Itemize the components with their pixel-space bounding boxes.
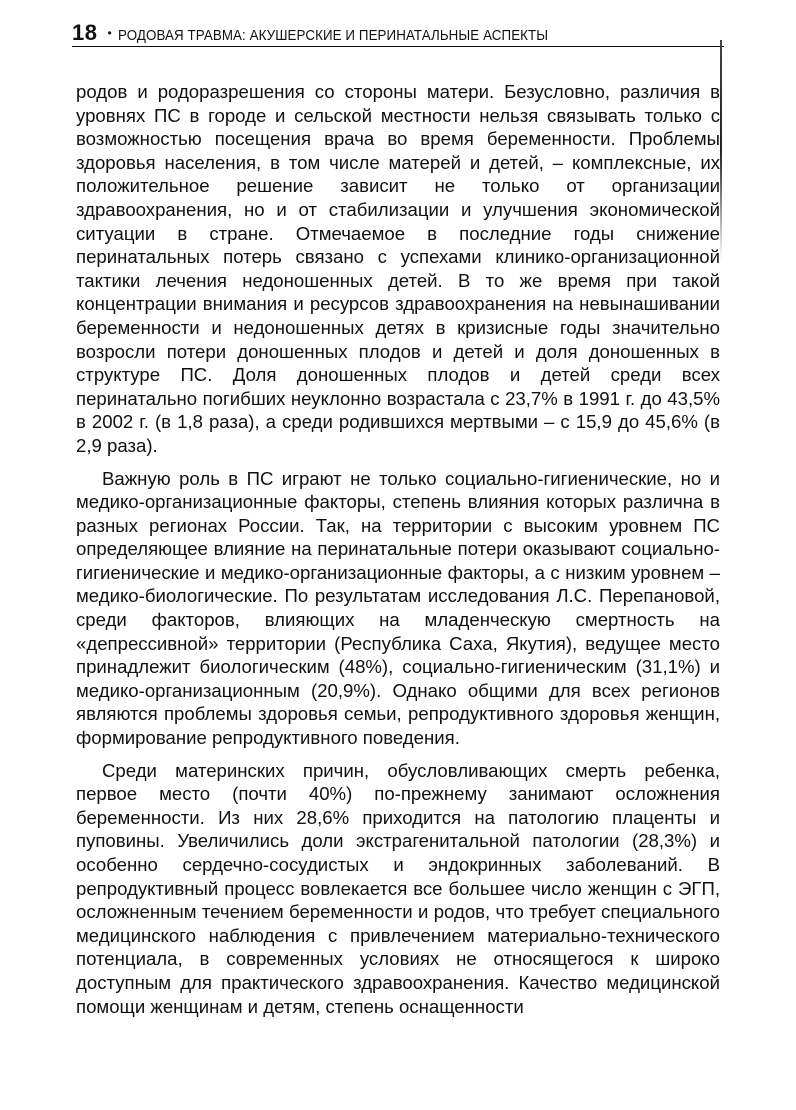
- paragraph-3: Среди материнских причин, обусловливающих смерть ребенка, первое место (почти 40%) по-прежнему занимают осложнения беременности. Из них 28,6% приходится на патологию плаценты и пуповины. Увеличились доли экстрагенитальной патологии (28,3%) и особенно сердечно-сосудистых и эндокринных заболеваний. В репродуктивный процесс вовлекается все большее число женщин с ЭГП, осложненным течением беременности и родов, что требует специального медицинского наблюдения с привлечением материально-технического потенциала, в современных условиях не относящегося к широко доступным для практического здравоохранения. Качество медицинской помощи женщинам и детям, степень оснащенности: [76, 759, 720, 1017]
- running-title: РОДОВАЯ ТРАВМА: АКУШЕРСКИЕ И ПЕРИНАТАЛЬНЫЕ АСПЕКТЫ: [117, 28, 548, 44]
- bullet-separator: •: [107, 26, 112, 40]
- paragraph-1: родов и родоразрешения со стороны матери. Безусловно, различия в уровнях ПС в городе и сельской местности нельзя связывать только с возможностью посещения врача во время беременности. Проблемы здоровья населения, в том числе матерей и детей, – комплексные, их положительное решение зависит не только от организации здравоохранения, но и от стабилизации и улучшения экономической ситуации в стране. Отмечаемое в последние годы снижение перинатальных потерь связано с успехами клинико-организационной тактики лечения недоношенных детей. В то же время при такой концентрации внимания и ресурсов здравоохранения на невынашивании беременности и недоношенных детях в кризисные годы значительно возросли потери доношенных плодов и детей и доля доношенных в структуре ПС. Доля доношенных плодов и детей среди всех перинатально погибших неуклонно возрастала с 23,7% в 1991 г. до 43,5% в 2002 г. (в 1,8 раза), а среди родившихся мертвыми – с 15,9 до 45,6% (в 2,9 раза).: [76, 81, 720, 456]
- page-number: 18: [72, 20, 98, 45]
- running-header: [72, 20, 724, 47]
- body-text: [76, 80, 720, 1018]
- page-edge-line: [720, 40, 722, 260]
- paragraph-2: Важную роль в ПС играют не только социально-гигиенические, но и медико-организационные факторы, степень влияния которых различна в разных регионах России. Так, на территории с высоким уровнем ПС определяющее влияние на перинатальные потери оказывают социально-гигиенические и медико-организационные факторы, а с низким уровнем – медико-биологические. По результатам исследования Л.С. Перепановой, среди факторов, влияющих на младенческую смертность на «депрессивной» территории (Республика Саха, Якутия), ведущее место принадлежит биологическим (48%), социально-гигиеническим (31,1%) и медико-организационным (20,9%). Однако общими для всех регионов являются проблемы здоровья семьи, репродуктивного здоровья женщин, формирование репродуктивного поведения.: [76, 467, 720, 749]
